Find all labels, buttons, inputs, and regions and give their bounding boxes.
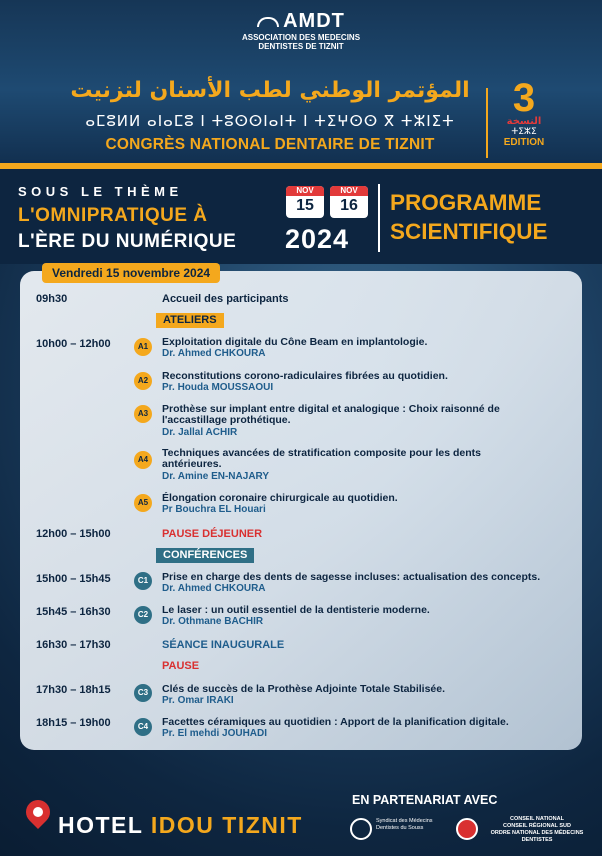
- conference-title: Le laser : un outil essentiel de la dentisterie moderne.: [162, 604, 430, 616]
- atelier-speaker: Pr Bouchra EL Houari: [162, 504, 266, 515]
- conferences-tag: CONFÉRENCES: [156, 548, 254, 563]
- date-month: NOV: [286, 186, 324, 196]
- atelier-title: Techniques avancées de stratification composite pour les dents: [162, 447, 481, 459]
- conference-badge: C2: [134, 606, 152, 624]
- logo-acronym: AMDT: [283, 10, 345, 32]
- partner-label: EN PARTENARIAT AVEC: [352, 793, 498, 807]
- conference-time: 15h45 – 16h30: [36, 606, 111, 618]
- conference-time: 15h00 – 15h45: [36, 573, 111, 585]
- venue: [58, 812, 303, 839]
- french-title: CONGRÈS NATIONAL DENTAIRE DE TIZNIT: [105, 136, 435, 153]
- conference-time: 17h30 – 18h15: [36, 684, 111, 696]
- syndicat-logo-icon: [350, 818, 372, 840]
- tifinagh-title: ⴰⵎⵓⵍⵍ ⴰⵏⴰⵎⵓ ⵏ ⵜⵓⵙⵙⵏⴰⵏⵜ ⵏ ⵜⵉⵖⵙⵙ ⴳ ⵜⵣⵏⵉⵜ: [85, 112, 455, 130]
- date-day: 15: [296, 197, 314, 214]
- atelier-badge: A2: [134, 372, 152, 390]
- date-day: 16: [340, 197, 358, 214]
- date-box-15: [286, 186, 324, 218]
- pause-text: PAUSE: [162, 660, 200, 672]
- conference-title: Facettes céramiques au quotidien : Apport de la planification digitale.: [162, 716, 509, 728]
- conference-time: 18h15 – 19h00: [36, 717, 111, 729]
- day-label: Vendredi 15 novembre 2024: [42, 263, 220, 283]
- atelier-badge: A5: [134, 494, 152, 512]
- date-month: NOV: [330, 186, 368, 196]
- logo-fullname-1: ASSOCIATION DES MEDECINS: [241, 33, 361, 42]
- edition-number: 3: [512, 76, 536, 120]
- partner-1: Syndicat des Médecins Dentistes du Souss: [376, 818, 433, 831]
- atelier-badge: A1: [134, 338, 152, 356]
- atelier-title: Élongation coronaire chirurgicale au quotidien.: [162, 492, 398, 504]
- atelier-speaker: Dr. Ahmed CHKOURA: [162, 348, 266, 359]
- logo-fullname-2: DENTISTES DE TIZNIT: [258, 42, 344, 51]
- lunch-time: 12h00 – 15h00: [36, 528, 111, 540]
- partner-2-line-2: CONSEIL RÉGIONAL SUD: [503, 823, 571, 829]
- edition-label: EDITION: [503, 137, 545, 148]
- atelier-badge: A4: [134, 451, 152, 469]
- ateliers-tag: ATELIERS: [156, 313, 224, 328]
- conference-badge: C3: [134, 684, 152, 702]
- partner-2: [482, 816, 592, 844]
- theme-line-2: L'ÈRE DU NUMÉRIQUE: [18, 231, 237, 252]
- arabic-title: المؤتمر الوطني لطب الأسنان لتزنيت: [70, 78, 470, 103]
- atelier-title: Reconstitutions corono-radiculaires fibrées au quotidien.: [162, 370, 448, 382]
- welcome-time: 09h30: [36, 293, 68, 305]
- conference-badge: C1: [134, 572, 152, 590]
- program-title: [390, 188, 548, 246]
- conference-title: Prise en charge des dents de sagesse incluses: actualisation des concepts.: [162, 571, 541, 583]
- atelier-title: Exploitation digitale du Cône Beam en implantologie.: [162, 336, 428, 348]
- theme-line-1: L'OMNIPRATIQUE À: [18, 205, 208, 226]
- edition-divider: [486, 88, 488, 158]
- theme-divider: [378, 184, 380, 252]
- conference-badge: C4: [134, 718, 152, 736]
- edition-arabic: النسخة: [506, 116, 542, 127]
- conference-speaker: Pr. Omar IRAKI: [162, 695, 234, 706]
- atelier-speaker: Dr. Amine EN-NAJARY: [162, 471, 270, 482]
- program-title-2: SCIENTIFIQUE: [390, 219, 548, 244]
- date-box-16: [330, 186, 368, 218]
- location-pin-dot: [33, 807, 43, 817]
- ordre-logo-icon: [456, 818, 478, 840]
- tooth-icon: [257, 17, 279, 27]
- edition-badge: [494, 76, 554, 148]
- conference-speaker: Dr. Othmane BACHIR: [162, 616, 264, 627]
- venue-name: IDOU TIZNIT: [150, 812, 303, 838]
- atelier-title-cont: l'accastillage prothétique.: [162, 414, 291, 426]
- inaugural-time: 16h30 – 17h30: [36, 639, 111, 651]
- welcome-text: Accueil des participants: [162, 293, 289, 305]
- conference-speaker: Pr. El mehdi JOUHADI: [162, 728, 268, 739]
- lunch-text: PAUSE DÉJEUNER: [162, 528, 263, 540]
- partner-2-line-3: ORDRE NATIONAL DES MÉDECINS DENTISTES: [490, 830, 584, 843]
- edition-tifinagh: ⵜⵉⵣⵉ: [511, 127, 537, 137]
- atelier-speaker: Dr. Jallal ACHIR: [162, 427, 238, 438]
- atelier-badge: A3: [134, 405, 152, 423]
- partner-2-line-1: CONSEIL NATIONAL: [510, 816, 564, 822]
- program-title-1: PROGRAMME: [390, 190, 542, 215]
- theme-label: SOUS LE THÈME: [18, 184, 183, 199]
- ateliers-time: 10h00 – 12h00: [36, 338, 111, 350]
- year: 2024: [285, 224, 350, 254]
- atelier-title: Prothèse sur implant entre digital et analogique : Choix raisonné de: [162, 403, 500, 415]
- inaugural-text: SÉANCE INAUGURALE: [162, 639, 285, 651]
- atelier-speaker: Pr. Houda MOUSSAOUI: [162, 382, 274, 393]
- conference-title: Clés de succès de la Prothèse Adjointe Totale Stabilisée.: [162, 683, 446, 695]
- amdt-logo: [232, 10, 370, 51]
- venue-prefix: HOTEL: [58, 812, 151, 838]
- conference-speaker: Dr. Ahmed CHKOURA: [162, 583, 266, 594]
- atelier-title-cont: antérieures.: [162, 458, 222, 470]
